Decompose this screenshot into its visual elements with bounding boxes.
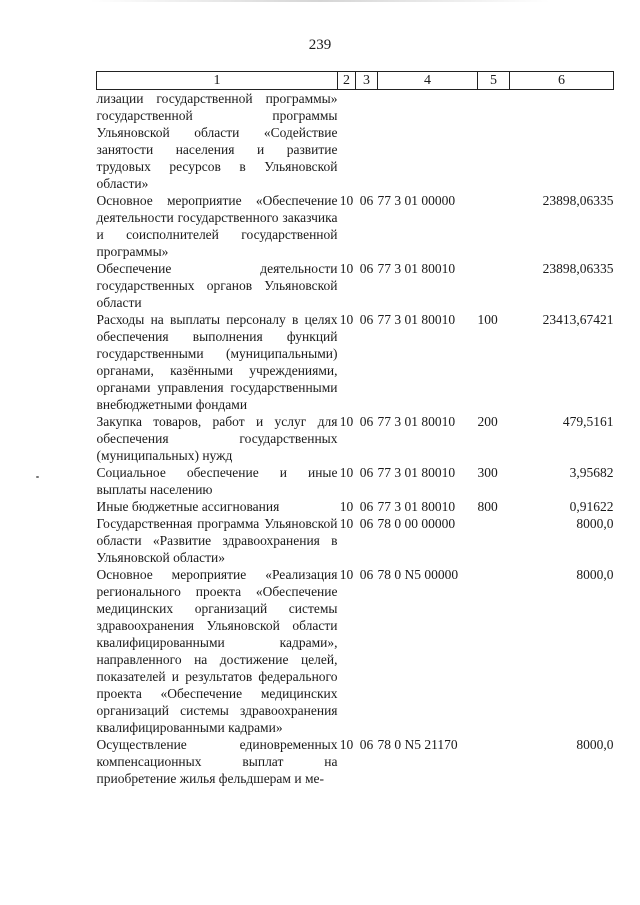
row-target-article: 77 3 01 80010 [377,465,456,480]
row-subsection: 06 [359,737,374,752]
row-expense-type: 200 [477,414,498,429]
row-amount: 23898,06335 [542,193,614,208]
table-row [97,311,614,413]
row-target-article: 78 0 00 00000 [377,516,456,531]
table-header [97,72,614,90]
row-expense-type [478,192,510,260]
row-subsection: 06 [359,465,374,480]
row-subsection: 06 [359,193,374,208]
row-section [338,90,356,193]
row-subsection: 06 [359,516,374,531]
row-expense-type: 100 [477,312,498,327]
row-name: Расходы на выплаты персоналу в целях обеспечения выполнения функций государственными (муниципальными) органами, казёнными учреждениями, органами управления государственными внебюджетными фондами [96,312,338,412]
header-col-3: 3 [356,72,378,90]
header-col-5: 5 [478,72,510,90]
row-target-article: 77 3 01 80010 [377,261,456,276]
header-col-4: 4 [378,72,478,90]
scan-edge-artifact [90,0,550,2]
table-row [97,192,614,260]
row-subsection: 06 [359,312,374,327]
row-amount: 8000,0 [576,516,614,531]
row-target-article: 77 3 01 00000 [377,193,456,208]
row-section: 10 [339,737,354,752]
row-name: Осуществление единовременных компенсационных выплат на приобретение жилья фельдшерам и ме- [96,737,338,786]
header-col-2: 2 [338,72,356,90]
row-section: 10 [339,567,354,582]
row-target-article: 78 0 N5 21170 [377,737,458,752]
table-row [97,736,614,787]
row-amount: 479,5161 [562,414,614,429]
row-section: 10 [339,312,354,327]
row-section: 10 [339,499,354,514]
row-name: Основное мероприятие «Обеспечение деятельности государственного заказчика и соисполнителей государственной программы» [96,193,338,259]
row-amount [510,90,614,193]
row-target-article [378,90,478,193]
row-target-article: 77 3 01 80010 [377,414,456,429]
table-body [97,90,614,788]
row-amount: 23413,67421 [542,312,614,327]
table-row [97,413,614,464]
row-expense-type [478,90,510,193]
table-row [97,498,614,515]
header-col-6: 6 [510,72,614,90]
row-name: Закупка товаров, работ и услуг для обеспечения государственных (муниципальных) нужд [96,414,338,463]
row-target-article: 77 3 01 80010 [377,499,456,514]
row-expense-type: 800 [477,499,498,514]
row-amount: 8000,0 [576,737,614,752]
header-col-1: 1 [97,72,338,90]
row-expense-type [478,260,510,311]
row-expense-type [478,566,510,736]
row-expense-type: 300 [477,465,498,480]
row-name: Обеспечение деятельности государственных органов Ульяновской области [96,261,338,310]
row-subsection [356,90,378,193]
row-subsection: 06 [359,414,374,429]
budget-table [96,71,614,787]
row-section: 10 [339,193,354,208]
row-section: 10 [339,414,354,429]
header-row [97,72,614,90]
row-amount: 23898,06335 [542,261,614,276]
scan-speck [36,476,39,478]
row-section: 10 [339,516,354,531]
table-row [97,260,614,311]
row-expense-type [478,515,510,566]
row-name: Социальное обеспечение и иные выплаты населению [96,465,338,497]
row-amount: 0,91622 [569,499,614,514]
row-name: лизации государственной программы» государственной программы Ульяновской области «Содействие занятости населения и развитие трудовых ресурсов в Ульяновской области» [96,91,338,191]
row-name: Иные бюджетные ассигнования [96,499,280,514]
row-amount: 3,95682 [569,465,614,480]
row-section: 10 [339,465,354,480]
row-name: Государственная программа Ульяновской области «Развитие здравоохранения в Ульяновской области» [96,516,338,565]
row-subsection: 06 [359,261,374,276]
table-row [97,566,614,736]
row-amount: 8000,0 [576,567,614,582]
table-row [97,90,614,193]
row-expense-type [478,736,510,787]
row-section: 10 [339,261,354,276]
row-name: Основное мероприятие «Реализация регионального проекта «Обеспечение медицинских организаций системы здравоохранения Ульяновской области квалифицированными кадрами», направленного на достижение целей, показателей и результатов федерального проекта «Обеспечение медицинских организаций системы здравоохранения квалифицированными кадрами» [96,567,338,735]
row-subsection: 06 [359,499,374,514]
row-subsection: 06 [359,567,374,582]
table-row [97,515,614,566]
row-target-article: 78 0 N5 00000 [377,567,459,582]
page-number: 239 [308,37,332,53]
row-target-article: 77 3 01 80010 [377,312,456,327]
table-row [97,464,614,498]
